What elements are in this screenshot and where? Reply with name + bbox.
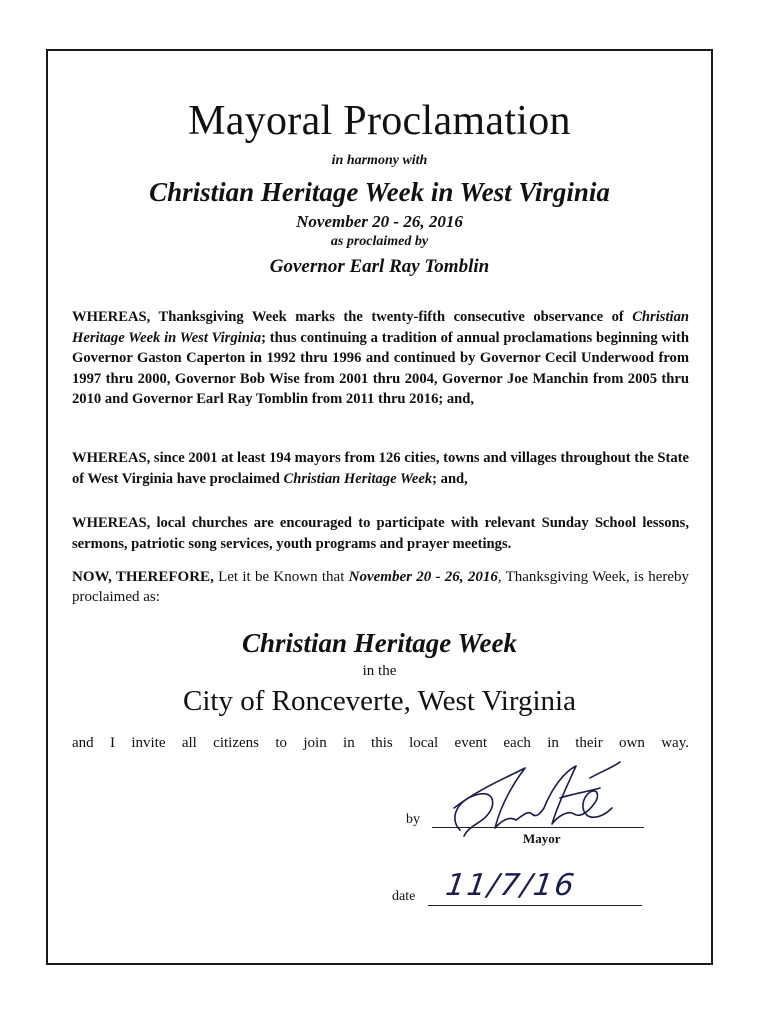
signature-line [432, 827, 644, 828]
date-line [428, 905, 642, 906]
paragraph-text: Thanksgiving Week marks the twenty-fifth consecutive observance of [150, 309, 633, 325]
page-title: Mayoral Proclamation [188, 98, 571, 144]
paragraph-lead: WHEREAS, [72, 515, 151, 531]
paragraph-text: ; thus continuing a tradition of annual proclamations beginning with Governor Gaston Caperton in 1992 thru 1996 and continued by Governor Cecil Underwood from 1997 thru 2000, Governor Bob Wise from 2001 thru 2004, Governor Joe Manchin from 2005 thru 2010 and Governor Earl Ray Tomblin from 2011 thru 2016; and, [72, 329, 689, 408]
paragraph-text: Let it be Known that [213, 569, 349, 585]
city-heading: City of Ronceverte, West Virginia [182, 685, 576, 717]
heritage-week-heading: Christian Heritage Week [241, 628, 518, 658]
paragraph-text: local churches are encouraged to participate with relevant Sunday School lessons, sermons, patriotic song services, youth programs and prayer meetings. [72, 515, 689, 552]
by-label: by [406, 812, 420, 827]
paragraph-lead: WHEREAS, [72, 309, 151, 325]
whereas-paragraph-1 [72, 307, 689, 410]
date-range: November 20 - 26, 2016 [296, 212, 463, 231]
paragraph-italic: November 20 - 26, 2016 [348, 569, 498, 585]
handwritten-date: 11/7/16 [443, 868, 579, 903]
whereas-paragraph-3 [72, 513, 689, 554]
proclaimed-by-line: as proclaimed by [330, 234, 429, 249]
date-label: date [392, 889, 416, 904]
paragraph-text: since 2001 at least 194 mayors from 126 cities, towns and villages throughout the State of West Virginia have proclaimed [72, 450, 689, 487]
paragraph-italic: Christian Heritage Week in West Virginia [72, 309, 689, 346]
now-therefore-paragraph [72, 567, 689, 607]
whereas-paragraph-2 [72, 448, 689, 489]
in-the-line: in the [362, 663, 397, 679]
paragraph-italic: Christian Heritage Week [283, 470, 433, 487]
mayor-label: Mayor [523, 831, 561, 846]
heritage-week-state-heading: Christian Heritage Week in West Virginia [149, 177, 610, 207]
paragraph-text: , Thanksgiving Week, is hereby proclaimed as: [72, 569, 690, 605]
harmony-line: in harmony with [331, 153, 428, 168]
paragraph-text: ; and, [432, 470, 468, 487]
invite-text: and I invite all citizens to join in this local event each in their own way. [72, 735, 689, 751]
paragraph-lead: NOW, THEREFORE, [72, 569, 214, 585]
paragraph-lead: WHEREAS, [72, 450, 151, 466]
governor-name: Governor Earl Ray Tomblin [269, 256, 490, 277]
